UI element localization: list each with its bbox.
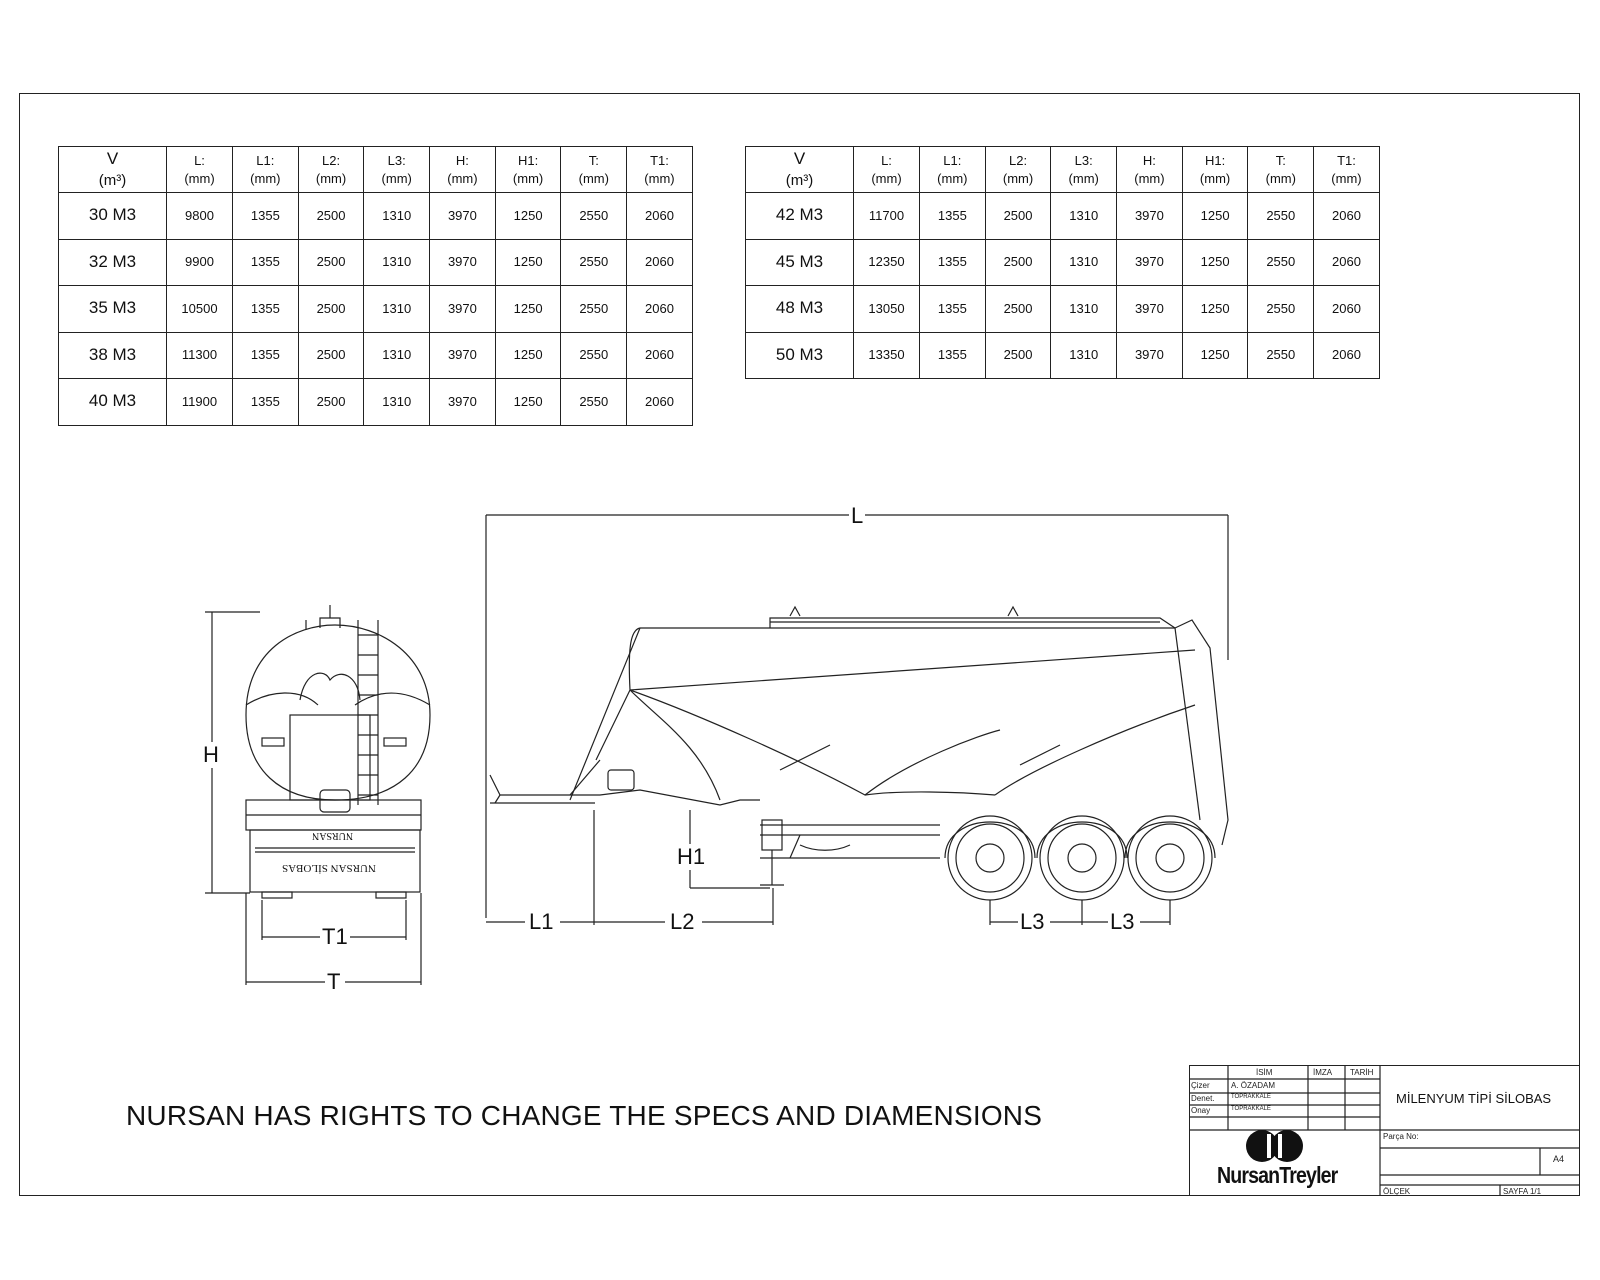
cell-h: 3970 — [1117, 286, 1183, 333]
cell-l: 9900 — [167, 239, 233, 286]
column-header-unit: (mm) — [1199, 170, 1231, 186]
column-header-label: L1: — [256, 152, 275, 168]
cell-v: 40 M3 — [59, 379, 167, 426]
column-header-label: H: — [455, 152, 469, 168]
tb-row-drawn: Çizer — [1191, 1081, 1210, 1090]
cell-l1: 1355 — [920, 193, 986, 240]
tb-approved-by: TOPRAKKALE — [1231, 1106, 1271, 1112]
cell-l1: 1355 — [233, 193, 299, 240]
dim-label-L: L — [851, 503, 864, 528]
cell-t1: 2060 — [627, 379, 693, 426]
dim-label-L2: L2 — [670, 909, 695, 934]
cell-h1: 1250 — [495, 193, 561, 240]
cell-l3: 1310 — [364, 193, 430, 240]
cell-h: 3970 — [430, 193, 496, 240]
cell-l1: 1355 — [920, 286, 986, 333]
cell-t1: 2060 — [627, 193, 693, 240]
cell-l: 11700 — [854, 193, 920, 240]
cell-v: 50 M3 — [746, 332, 854, 379]
cell-l: 10500 — [167, 286, 233, 333]
cell-l1: 1355 — [920, 332, 986, 379]
column-header-label: L3: — [387, 152, 406, 168]
cell-l2: 2500 — [298, 332, 364, 379]
cell-l: 12350 — [854, 239, 920, 286]
drawing-title: MİLENYUM TİPİ SİLOBAS — [1396, 1091, 1552, 1106]
column-header-label: H1: — [1204, 152, 1226, 168]
rear-marking-bottom: NURSAN SİLOBAS — [282, 862, 376, 874]
column-header-label: L3: — [1074, 152, 1093, 168]
cell-l: 13050 — [854, 286, 920, 333]
dim-label-H: H — [203, 742, 219, 767]
cell-t1: 2060 — [1314, 239, 1380, 286]
column-header-unit: (m³) — [98, 171, 127, 189]
column-header-unit: (mm) — [1002, 170, 1034, 186]
dim-label-L3-second: L3 — [1110, 909, 1135, 934]
tb-sheet-size: A4 — [1553, 1154, 1565, 1164]
cell-l1: 1355 — [233, 239, 299, 286]
rear-view — [205, 605, 430, 985]
cell-t1: 2060 — [1314, 332, 1380, 379]
cell-t: 2550 — [1248, 286, 1314, 333]
column-header-label: L: — [194, 152, 205, 168]
cell-l3: 1310 — [364, 379, 430, 426]
cell-h: 3970 — [430, 332, 496, 379]
cell-l3: 1310 — [1051, 239, 1117, 286]
cell-h1: 1250 — [495, 286, 561, 333]
column-header-unit: (mm) — [644, 170, 675, 186]
cell-t: 2550 — [1248, 332, 1314, 379]
cell-l1: 1355 — [233, 286, 299, 333]
cell-h: 3970 — [430, 379, 496, 426]
column-header-unit: (mm) — [1265, 170, 1296, 186]
cell-t1: 2060 — [1314, 286, 1380, 333]
column-header-unit: (mm) — [381, 170, 412, 186]
column-header-unit: (mm) — [1068, 170, 1099, 186]
dim-label-T1: T1 — [322, 924, 348, 949]
cell-l1: 1355 — [233, 332, 299, 379]
cell-l3: 1310 — [364, 286, 430, 333]
dim-label-L1: L1 — [529, 909, 554, 934]
cell-h1: 1250 — [495, 379, 561, 426]
rear-marking-top: NURSAN — [312, 830, 354, 841]
cell-l2: 2500 — [985, 193, 1051, 240]
cell-h: 3970 — [1117, 193, 1183, 240]
cell-l1: 1355 — [233, 379, 299, 426]
cell-t: 2550 — [561, 379, 627, 426]
cell-v: 35 M3 — [59, 286, 167, 333]
column-header-label: L1: — [943, 152, 962, 168]
tb-drawn-by: A. ÖZADAM — [1231, 1081, 1276, 1090]
cell-h: 3970 — [430, 239, 496, 286]
cell-v: 48 M3 — [746, 286, 854, 333]
tb-part-no-label: Parça No: — [1383, 1132, 1419, 1141]
cell-h: 3970 — [430, 286, 496, 333]
column-header-label: T1: — [650, 152, 669, 168]
tb-scale-label: ÖLÇEK — [1383, 1187, 1411, 1196]
cell-t1: 2060 — [627, 239, 693, 286]
tb-col-sign: İMZA — [1313, 1068, 1333, 1077]
column-header-unit: (mm) — [184, 170, 215, 186]
cell-h1: 1250 — [1182, 193, 1248, 240]
dim-label-H1: H1 — [677, 844, 706, 869]
column-header-label: L2: — [1008, 152, 1028, 168]
cell-h1: 1250 — [1182, 332, 1248, 379]
cell-l: 9800 — [167, 193, 233, 240]
column-header-label: T: — [588, 152, 599, 168]
cell-h: 3970 — [1117, 239, 1183, 286]
cell-l2: 2500 — [298, 286, 364, 333]
column-header-unit: (mm) — [871, 170, 902, 186]
cell-l3: 1310 — [1051, 332, 1117, 379]
column-header-unit: (m³) — [785, 171, 814, 189]
cell-l3: 1310 — [364, 239, 430, 286]
cell-l1: 1355 — [920, 239, 986, 286]
cell-h1: 1250 — [495, 332, 561, 379]
cell-h1: 1250 — [495, 239, 561, 286]
cell-t: 2550 — [561, 239, 627, 286]
cell-t: 2550 — [1248, 239, 1314, 286]
cell-l2: 2500 — [985, 332, 1051, 379]
cell-v: 30 M3 — [59, 193, 167, 240]
cell-l3: 1310 — [1051, 193, 1117, 240]
cell-t1: 2060 — [627, 332, 693, 379]
column-header-unit: (mm) — [578, 170, 609, 186]
cell-t: 2550 — [561, 332, 627, 379]
cell-l3: 1310 — [1051, 286, 1117, 333]
column-header-unit: (mm) — [1134, 170, 1165, 186]
column-header-label: T1: — [1337, 152, 1356, 168]
cell-t1: 2060 — [627, 286, 693, 333]
cell-t1: 2060 — [1314, 193, 1380, 240]
cell-h: 3970 — [1117, 332, 1183, 379]
cell-v: 42 M3 — [746, 193, 854, 240]
tb-row-checked: Denet. — [1191, 1094, 1215, 1103]
column-header-label: L2: — [321, 152, 341, 168]
column-header-label: H1: — [517, 152, 539, 168]
cell-t: 2550 — [561, 286, 627, 333]
cell-l2: 2500 — [298, 239, 364, 286]
column-header-unit: (mm) — [315, 170, 347, 186]
column-header-label: L: — [881, 152, 892, 168]
cell-l: 11300 — [167, 332, 233, 379]
cell-l2: 2500 — [985, 239, 1051, 286]
cell-l: 11900 — [167, 379, 233, 426]
cell-l2: 2500 — [985, 286, 1051, 333]
column-header-label: V — [793, 148, 806, 168]
cell-l3: 1310 — [364, 332, 430, 379]
cell-t: 2550 — [1248, 193, 1314, 240]
tb-row-approved: Onay — [1191, 1106, 1211, 1115]
column-header-label: T: — [1275, 152, 1286, 168]
column-header-unit: (mm) — [250, 170, 281, 186]
column-header-unit: (mm) — [1331, 170, 1362, 186]
tb-checked-by: TOPRAKKALE — [1231, 1094, 1271, 1100]
cell-l: 13350 — [854, 332, 920, 379]
cell-l2: 2500 — [298, 379, 364, 426]
column-header-unit: (mm) — [447, 170, 478, 186]
cell-v: 38 M3 — [59, 332, 167, 379]
cell-v: 32 M3 — [59, 239, 167, 286]
dim-label-T: T — [327, 969, 341, 994]
side-view — [486, 515, 1228, 925]
tb-page-label: SAYFA 1/1 — [1503, 1187, 1542, 1196]
column-header-label: V — [106, 148, 119, 168]
disclaimer-notice: NURSAN HAS RIGHTS TO CHANGE THE SPECS AND DIAMENSIONS — [126, 1100, 1043, 1131]
cell-v: 45 M3 — [746, 239, 854, 286]
dim-label-L3-first: L3 — [1020, 909, 1045, 934]
company-logo-text: NursanTreyler — [1217, 1162, 1338, 1188]
column-header-unit: (mm) — [512, 170, 544, 186]
cell-h1: 1250 — [1182, 239, 1248, 286]
cell-t: 2550 — [561, 193, 627, 240]
tb-col-date: TARİH — [1350, 1068, 1374, 1077]
column-header-unit: (mm) — [937, 170, 968, 186]
cell-l2: 2500 — [298, 193, 364, 240]
column-header-label: H: — [1142, 152, 1156, 168]
tb-col-name: İSİM — [1256, 1068, 1273, 1077]
cell-h1: 1250 — [1182, 286, 1248, 333]
